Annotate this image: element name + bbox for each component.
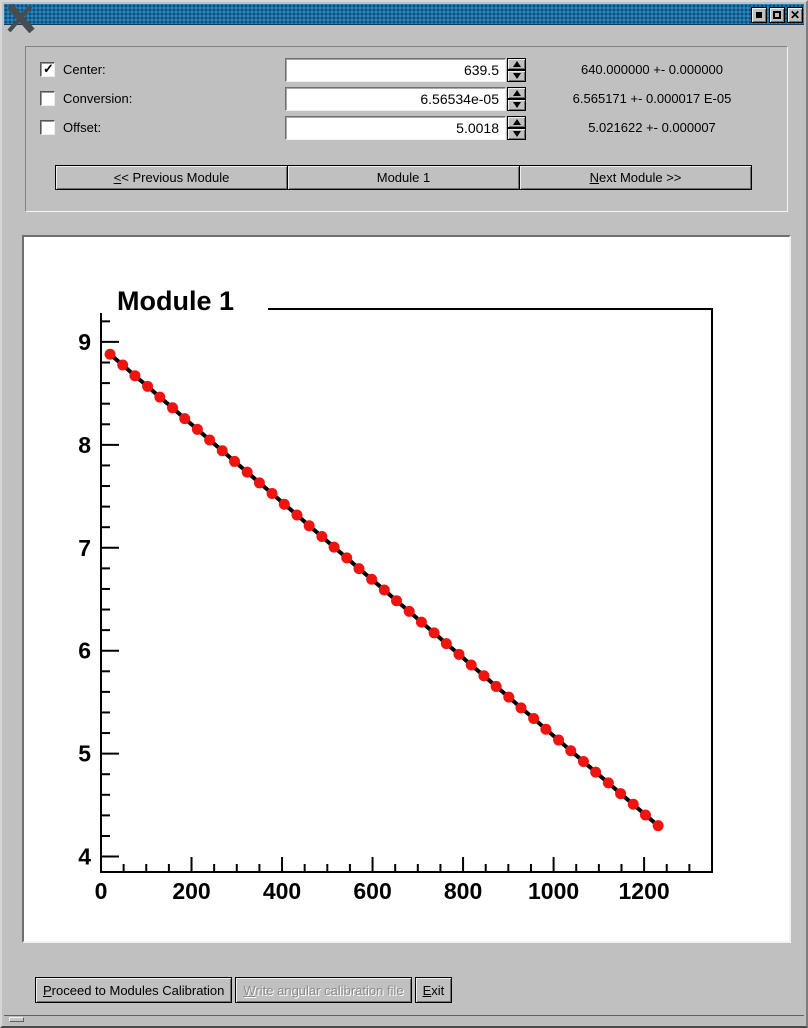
maximize-button[interactable] (769, 7, 785, 23)
offset-spin-down-button[interactable] (507, 128, 526, 140)
iconify-button[interactable] (751, 7, 767, 23)
svg-text:1000: 1000 (528, 878, 580, 904)
offset-spinner (507, 116, 526, 140)
svg-text:0: 0 (94, 878, 108, 904)
y-axis (78, 321, 119, 869)
center-input[interactable] (285, 58, 506, 82)
close-icon: ✕ (789, 8, 801, 22)
write-angular-calibration-file-button: Write angular calibration file (235, 977, 411, 1003)
arrow-up-icon (513, 61, 521, 67)
exit-button[interactable]: Exit (415, 977, 453, 1003)
svg-text:5: 5 (78, 740, 91, 767)
conversion-spin-down-button[interactable] (507, 99, 526, 111)
plot-canvas (22, 235, 791, 943)
plot-frame (101, 309, 712, 872)
svg-text:1200: 1200 (618, 878, 670, 904)
plot-title: Module 1 (117, 286, 235, 316)
conversion-row (2, 87, 808, 111)
module-plot-svg (24, 237, 789, 941)
proceed-to-modules-calibration-button[interactable]: Proceed to Modules Calibration (35, 977, 232, 1003)
center-fit-readout: 640.000000 +- 0.000000 (580, 62, 724, 77)
conversion-spinner (507, 87, 526, 111)
svg-text:200: 200 (172, 878, 211, 904)
conversion-spin-up-button[interactable] (507, 87, 526, 99)
arrow-down-icon (513, 131, 521, 137)
arrow-up-icon (513, 90, 521, 96)
resize-grip[interactable] (9, 1017, 24, 1022)
offset-label: Offset: (63, 120, 102, 135)
next-module-button[interactable]: Next Module >> (519, 165, 752, 190)
center-spin-up-button[interactable] (507, 58, 526, 70)
maximize-icon (773, 11, 781, 19)
offset-spin-up-button[interactable] (507, 116, 526, 128)
x11-logo-icon (6, 3, 36, 33)
center-spinner (507, 58, 526, 82)
offset-row (2, 116, 808, 140)
conversion-fit-readout: 6.565171 +- 0.000017 E-05 (572, 91, 732, 106)
conversion-label: Conversion: (63, 91, 133, 106)
data-points (105, 349, 664, 831)
offset-input[interactable] (285, 116, 506, 140)
status-bar (4, 1015, 804, 1024)
module-nav (55, 165, 752, 190)
arrow-down-icon (513, 102, 521, 108)
check-icon: ✓ (43, 61, 54, 76)
offset-checkbox[interactable] (40, 120, 55, 135)
center-spin-down-button[interactable] (507, 70, 526, 82)
svg-text:9: 9 (78, 328, 91, 355)
x-axis (95, 857, 690, 904)
svg-text:400: 400 (262, 878, 302, 904)
svg-text:4: 4 (78, 843, 91, 870)
center-row (2, 58, 808, 82)
svg-text:6: 6 (78, 637, 91, 664)
arrow-up-icon (513, 119, 521, 125)
svg-text:600: 600 (353, 878, 392, 904)
title-bar[interactable] (4, 4, 804, 25)
footer-buttons (35, 977, 452, 1003)
current-module-button[interactable]: Module 1 (287, 165, 520, 190)
offset-fit-readout: 5.021622 +- 0.000007 (588, 120, 716, 135)
conversion-input[interactable] (285, 87, 506, 111)
close-button[interactable] (787, 7, 803, 23)
center-checkbox[interactable] (40, 62, 55, 77)
svg-text:8: 8 (78, 431, 91, 458)
arrow-down-icon (513, 73, 521, 79)
center-label: Center: (63, 62, 106, 77)
svg-text:800: 800 (443, 878, 483, 904)
conversion-checkbox[interactable] (40, 91, 55, 106)
previous-module-button[interactable]: << Previous Module (55, 165, 288, 190)
svg-text:7: 7 (78, 534, 91, 561)
iconify-icon (756, 12, 762, 18)
